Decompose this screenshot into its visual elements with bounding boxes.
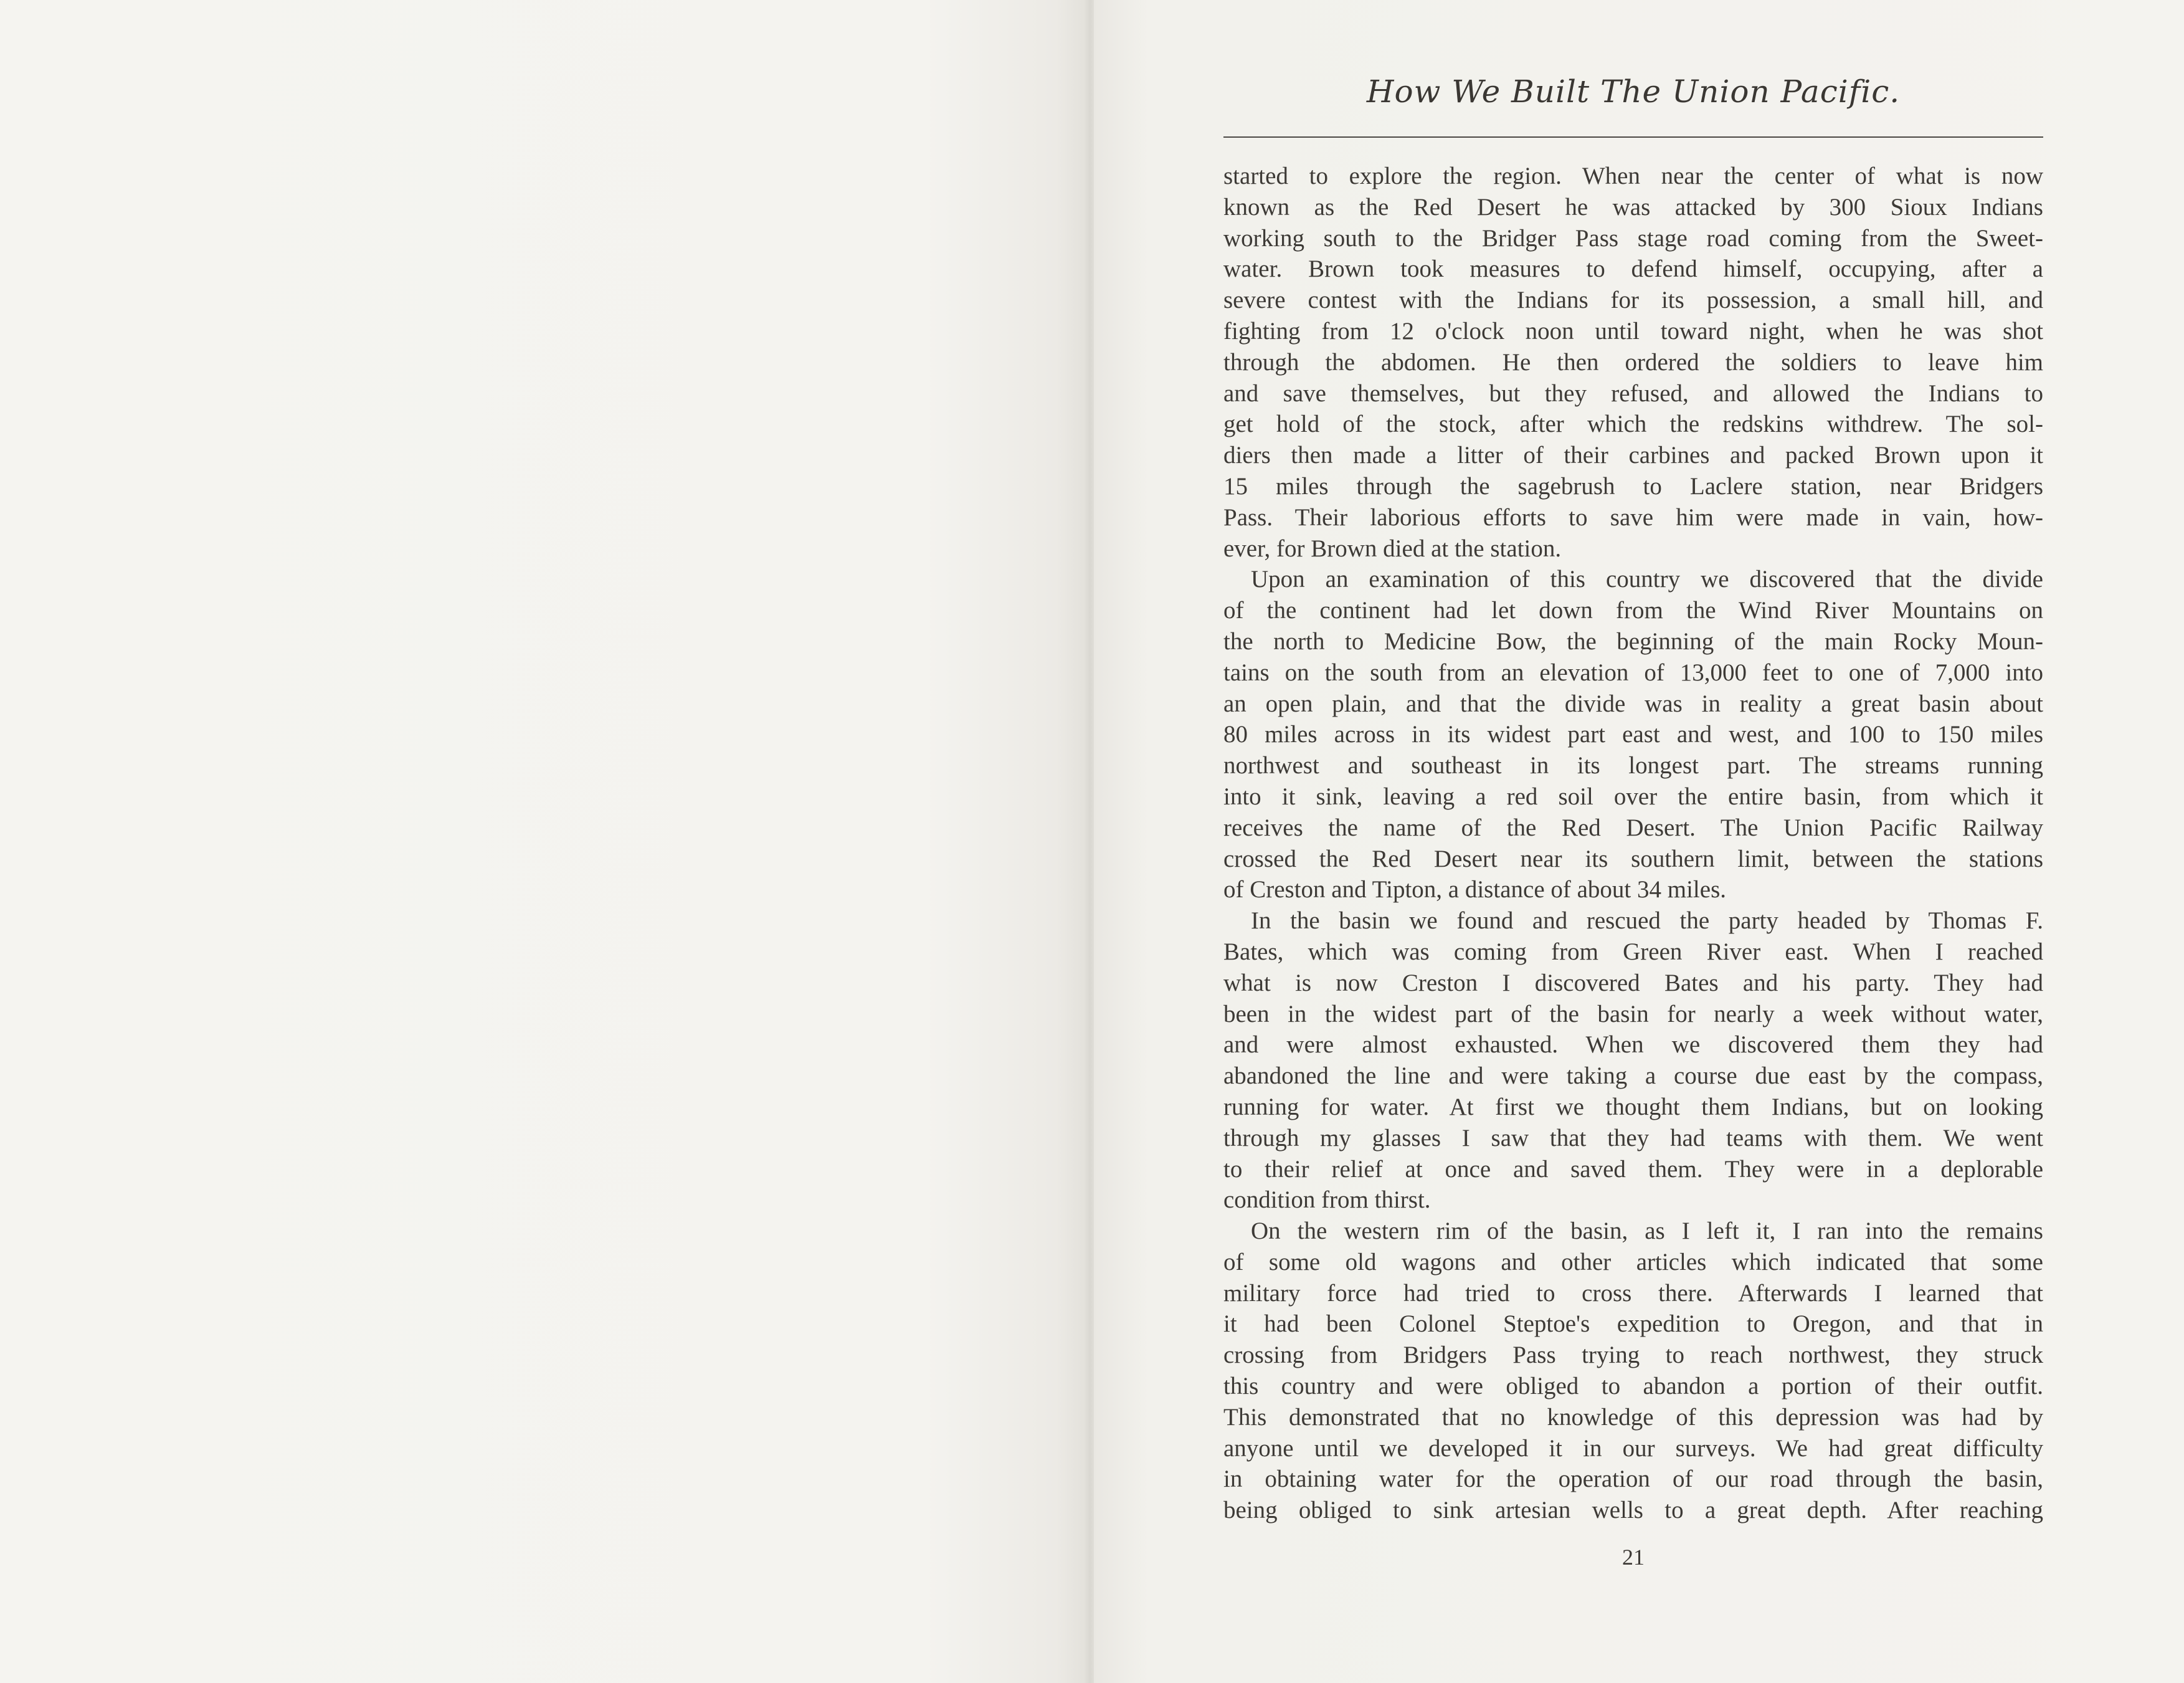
text-line: This demonstrated that no knowledge of this depression was had by bbox=[1223, 1403, 2043, 1431]
text-line: crossing from Bridgers Pass trying to reach northwest, they struck bbox=[1223, 1342, 2043, 1369]
text-line: the north to Medicine Bow, the beginning of the main Rocky Moun- bbox=[1223, 627, 2043, 655]
blank-left-page bbox=[0, 0, 1089, 1683]
text-line: into it sink, leaving a red soil over the entire basin, from which it bbox=[1223, 783, 2043, 810]
text-line: running for water. At first we thought them Indians, but on looking bbox=[1223, 1093, 2043, 1120]
text-line: being obliged to sink artesian wells to a great depth. After reaching bbox=[1223, 1497, 2043, 1524]
text-line: crossed the Red Desert near its southern limit, between the stations bbox=[1223, 845, 2043, 872]
text-line: water. Brown took measures to defend himself, occupying, after a bbox=[1223, 255, 2043, 283]
text-line: started to explore the region. When near the center of what is now bbox=[1223, 163, 2043, 189]
text-line: through the abdomen. He then ordered the soldiers to leave him bbox=[1223, 348, 2043, 376]
paragraph-start-line: In the basin we found and rescued the party headed by Thomas F. bbox=[1251, 907, 2043, 935]
text-line: 80 miles across in its widest part east and west, and 100 to 150 miles bbox=[1223, 721, 2043, 748]
text-line: through my glasses I saw that they had teams with them. We went bbox=[1223, 1124, 2043, 1151]
text-line: northwest and southeast in its longest part. The streams running bbox=[1223, 752, 2043, 780]
text-line: anyone until we developed it in our surveys. We had great difficulty bbox=[1223, 1434, 2043, 1462]
text-line: 15 miles through the sagebrush to Laclere station, near Bridgers bbox=[1223, 472, 2043, 500]
text-line: condition from thirst. bbox=[1223, 1186, 1431, 1214]
text-line: receives the name of the Red Desert. The Union Pacific Railway bbox=[1223, 814, 2043, 841]
header-rule bbox=[1223, 136, 2043, 138]
text-line: it had been Colonel Steptoe's expedition to Oregon, and that in bbox=[1223, 1310, 2043, 1338]
running-title: How We Built The Union Pacific. bbox=[1366, 74, 1901, 110]
text-line: Bates, which was coming from Green River east. When I reached bbox=[1223, 938, 2043, 965]
text-line: of some old wagons and other articles which indicated that some bbox=[1223, 1248, 2043, 1275]
text-line: to their relief at once and saved them. They were in a deplorable bbox=[1223, 1155, 2043, 1183]
text-line: get hold of the stock, after which the redskins withdrew. The sol- bbox=[1223, 411, 2043, 438]
paragraph-start-line: Upon an examination of this country we discovered that the divide bbox=[1251, 566, 2043, 593]
text-line: of Creston and Tipton, a distance of about 34 miles. bbox=[1223, 876, 1727, 903]
text-line: and were almost exhausted. When we discovered them they had bbox=[1223, 1031, 2043, 1059]
text-line: working south to the Bridger Pass stage road coming from the Sweet- bbox=[1223, 224, 2043, 252]
text-line: abandoned the line and were taking a course due east by the compass, bbox=[1223, 1062, 2043, 1090]
page-number: 21 bbox=[1622, 1545, 1645, 1570]
paragraph-start-line: On the western rim of the basin, as I left it, I ran into the remains bbox=[1251, 1218, 2043, 1245]
text-line: diers then made a litter of their carbines and packed Brown upon it bbox=[1223, 442, 2043, 469]
text-line: and save themselves, but they refused, and allowed the Indians to bbox=[1223, 379, 2043, 407]
text-line: Pass. Their laborious efforts to save him were made in vain, how- bbox=[1223, 503, 2043, 531]
text-line: this country and were obliged to abandon a portion of their outfit. bbox=[1223, 1373, 2043, 1400]
text-line: of the continent had let down from the Wind River Mountains on bbox=[1223, 597, 2043, 624]
text-line: tains on the south from an elevation of 13,000 feet to one of 7,000 into bbox=[1223, 659, 2043, 686]
text-line: known as the Red Desert he was attacked by 300 Sioux Indians bbox=[1223, 193, 2043, 221]
text-line: been in the widest part of the basin for nearly a week without water, bbox=[1223, 1000, 2043, 1027]
text-line: severe contest with the Indians for its possession, a small hill, and bbox=[1223, 287, 2043, 314]
text-line: ever, for Brown died at the station. bbox=[1223, 535, 1562, 562]
body-text bbox=[1223, 161, 2043, 1526]
text-line: in obtaining water for the operation of our road through the basin, bbox=[1223, 1466, 2043, 1493]
text-line: fighting from 12 o'clock noon until toward night, when he was shot bbox=[1223, 317, 2043, 345]
text-line: military force had tried to cross there. Afterwards I learned that bbox=[1223, 1279, 2043, 1307]
text-line: what is now Creston I discovered Bates and his party. They had bbox=[1223, 969, 2043, 996]
text-line: an open plain, and that the divide was in reality a great basin about bbox=[1223, 690, 2043, 717]
